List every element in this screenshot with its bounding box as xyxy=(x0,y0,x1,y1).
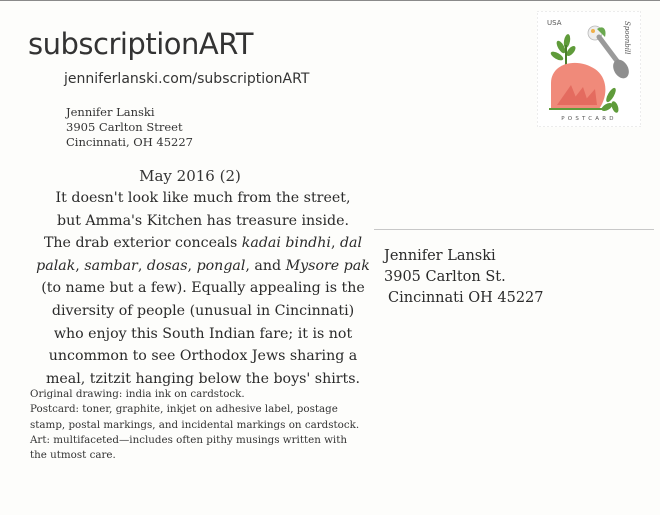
media-notes xyxy=(30,387,375,463)
message-line xyxy=(28,300,378,323)
note-line: the utmost care. xyxy=(30,449,116,462)
return-name: Jennifer Lanski xyxy=(66,105,155,119)
dish-name: dosas xyxy=(146,257,188,274)
dish-name: sambar xyxy=(84,257,138,274)
note-line: Art: multifaceted—includes often pithy musings written with xyxy=(30,433,347,446)
message-text: but Amma's Kitchen has treasure inside. xyxy=(56,212,349,229)
message-line xyxy=(28,255,378,278)
message-text: , xyxy=(187,257,197,274)
message-text: , xyxy=(330,235,340,252)
message-text: , and xyxy=(245,257,286,274)
message-line xyxy=(28,232,378,255)
return-city: Cincinnati, OH 45227 xyxy=(66,135,193,149)
return-address xyxy=(66,105,193,150)
recipient-city: Cincinnati OH 45227 xyxy=(388,290,544,306)
message-line xyxy=(28,210,378,233)
note-line: Original drawing: india ink on cardstock. xyxy=(30,388,245,400)
address-divider xyxy=(374,229,654,230)
stamp-bird-name: Spoonbill xyxy=(623,21,631,55)
message-text: The drab exterior conceals xyxy=(43,235,242,252)
note-line: Postcard: toner, graphite, inkjet on adhesive label, postage xyxy=(30,403,338,416)
recipient-name: Jennifer Lanski xyxy=(384,248,496,264)
recipient-street: 3905 Carlton St. xyxy=(384,269,506,285)
dish-name: Mysore pak xyxy=(285,257,370,274)
message-text: , xyxy=(137,257,147,274)
message-line xyxy=(28,277,378,300)
message-body xyxy=(28,187,378,390)
message-line xyxy=(28,187,378,210)
message-text: who enjoy this South Indian fare; it is not xyxy=(53,325,353,342)
dish-name: kadai bindhi xyxy=(241,235,331,252)
message-text: diversity of people (unusual in Cincinnati) xyxy=(51,302,355,319)
website-url: jenniferlanski.com/subscriptionART xyxy=(64,71,310,87)
postage-stamp xyxy=(537,11,641,127)
message-text: It doesn't look like much from the street, xyxy=(55,190,351,206)
dish-name: pongal xyxy=(196,257,246,274)
message-date: May 2016 (2) xyxy=(139,167,241,185)
dish-name: palak xyxy=(36,257,76,274)
message-text: (to name but a few). Equally appealing is the xyxy=(41,280,365,297)
message-text: meal, tzitzit hanging below the boys' shirts. xyxy=(45,370,361,387)
brand-title: subscriptionART xyxy=(28,27,253,61)
message-line xyxy=(28,323,378,346)
stamp-country: USA xyxy=(547,19,562,27)
stamp-type-label: POSTCARD xyxy=(561,116,617,122)
note-line: stamp, postal markings, and incidental markings on cardstock. xyxy=(30,418,360,431)
recipient-address xyxy=(384,246,544,309)
message-text: uncommon to see Orthodox Jews sharing a xyxy=(48,348,358,365)
message-line xyxy=(28,345,378,368)
message-text: , xyxy=(75,257,85,274)
dish-name: dal xyxy=(339,235,363,252)
return-street: 3905 Carlton Street xyxy=(66,120,183,134)
